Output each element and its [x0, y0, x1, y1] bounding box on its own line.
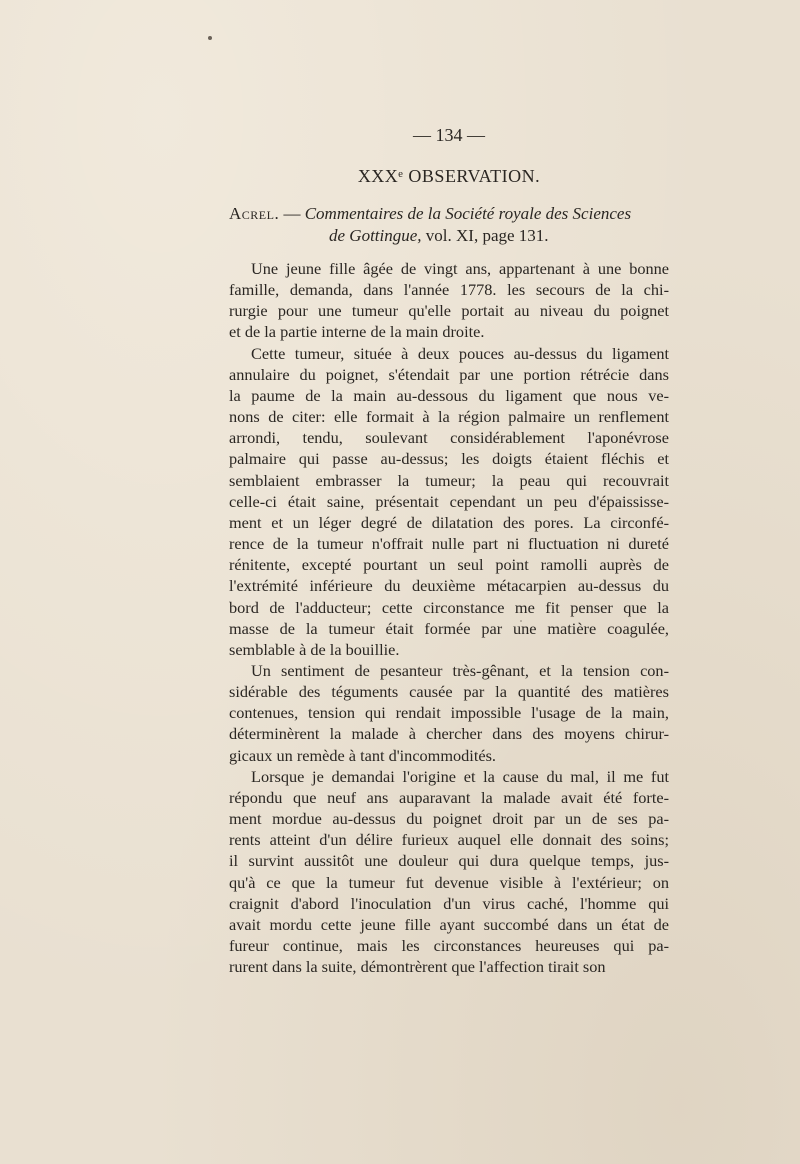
text-line: il survint aussitôt une douleur qui dura quelque temps, jus- — [229, 851, 669, 871]
text-line: et de la partie interne de la main droite. — [229, 322, 485, 342]
citation-line2 — [229, 225, 669, 247]
text-line: celle-ci était saine, présentait cependant un peu d'épaississe- — [229, 491, 669, 511]
citation-volume: vol. XI, page 131. — [421, 226, 549, 245]
text-line: ment mordue au-dessus du poignet droit par un de ses pa- — [229, 809, 669, 829]
text-line: fureur continue, mais les circonstances heureuses qui pa- — [229, 936, 669, 955]
observation-heading: XXXᵉ OBSERVATION. — [357, 166, 541, 186]
body-text — [229, 258, 669, 977]
text-line: Un sentiment de pesanteur très-gênant, et la tension con- — [251, 660, 669, 680]
text-line: semblaient embrasser la tumeur; la peau qui recouvrait — [229, 470, 669, 490]
text-line: bord de l'adducteur; cette circonstance me fit penser que la — [229, 597, 669, 617]
citation-work-line1: Commentaires de la Société royale des Sciences — [304, 204, 632, 223]
text-line: nons de citer: elle formait à la région palmaire un renflement — [229, 407, 669, 427]
text-line: avait mordu cette jeune fille ayant succombé dans un état de — [229, 914, 669, 934]
text-line: sidérable des téguments causée par la quantité des matières — [229, 682, 669, 702]
paragraph — [229, 660, 669, 766]
text-line: famille, demanda, dans l'année 1778. les secours de la chi- — [229, 280, 669, 300]
text-line: rurent dans la suite, démontrèrent que l'affection tirait son — [229, 957, 606, 977]
text-line: rence de la tumeur n'offrait nulle part ni fluctuation ni dureté — [229, 534, 669, 554]
text-line: palmaire qui passe au-dessus; les doigts étaient fléchis et — [229, 449, 669, 469]
text-line: arrondi, tendu, soulevant considérablement l'aponévrose — [229, 428, 669, 448]
citation-dash: — — [279, 204, 305, 223]
text-line: craignit d'abord l'inoculation d'un virus caché, l'homme qui — [229, 893, 669, 913]
text-line: rénitente, excepté pourtant un seul point ramolli auprès de — [229, 555, 669, 575]
text-line: Lorsque je demandai l'origine et la cause du mal, il me fut — [251, 766, 669, 786]
text-line: l'extrémité inférieure du deuxième métacarpien au-dessus du — [229, 576, 669, 596]
text-line: contenues, tension qui rendait impossible l'usage de la main, — [229, 703, 669, 723]
page-number: — 134 — — [413, 125, 485, 145]
citation-author: Acrel. — [229, 204, 280, 223]
text-line: déterminèrent la malade à chercher dans des moyens chirur- — [229, 724, 669, 744]
text-line: Cette tumeur, située à deux pouces au-dessus du ligament — [251, 343, 669, 363]
text-line: annulaire du poignet, s'étendait par une portion rétrécie dans — [229, 364, 669, 384]
text-line: masse de la tumeur était formée par une matière coagulée, — [229, 618, 669, 638]
citation — [229, 203, 669, 247]
text-line: Une jeune fille âgée de vingt ans, appartenant à une bonne — [251, 259, 669, 278]
ink-speck — [208, 36, 212, 40]
paragraph — [229, 766, 669, 978]
text-line: rurgie pour une tumeur qu'elle portait au niveau du poignet — [229, 301, 669, 321]
text-line: gicaux un remède à tant d'incommodités. — [229, 745, 496, 765]
text-line: rents atteint d'un délire furieux auquel elle donnait des soins; — [229, 830, 669, 850]
paragraph — [229, 258, 669, 343]
text-line: ment et un léger degré de dilatation des pores. La circonfé- — [229, 512, 669, 532]
citation-work-line2: de Gottingue, — [329, 226, 422, 245]
text-line: semblable à de la bouillie. — [229, 639, 400, 659]
paragraph — [229, 343, 669, 660]
text-line: la paume de la main au-dessous du ligament que nous ve- — [229, 385, 669, 405]
text-line: répondu que neuf ans auparavant la malade avait été forte- — [229, 787, 669, 807]
text-line: qu'à ce que la tumeur fut devenue visible à l'extérieur; on — [229, 872, 669, 892]
